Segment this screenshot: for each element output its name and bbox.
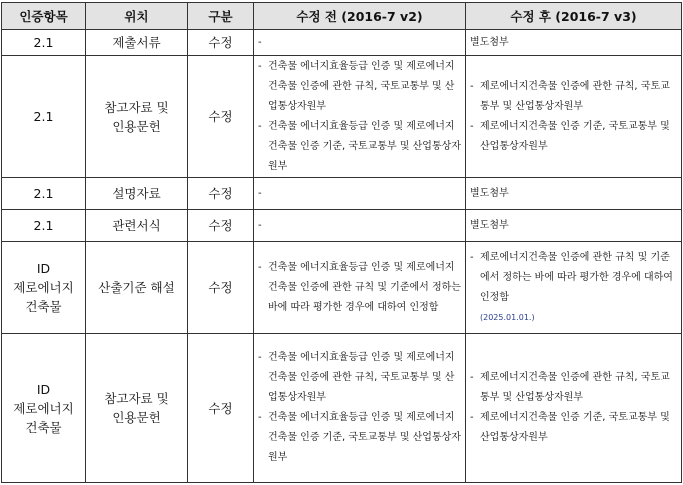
- row-item: 2.1: [2, 210, 86, 242]
- row-before: -: [254, 210, 466, 242]
- row-after: 별도첨부: [466, 178, 682, 210]
- table-row: [2, 210, 682, 242]
- row-type: 수정: [188, 210, 254, 242]
- row-before: -: [254, 178, 466, 210]
- item-line: 건축물: [25, 419, 62, 435]
- row-before: -: [254, 30, 466, 56]
- location-line: 인용문헌: [112, 118, 161, 134]
- header-type: 구분: [188, 3, 254, 30]
- row-item: [2, 334, 86, 483]
- table-row: [2, 242, 682, 334]
- row-before: [254, 56, 466, 178]
- revision-table: [1, 2, 682, 483]
- list-item: - 건축물 에너지효율등급 인증 및 제로에너지건축물 인증에 관한 규칙 및 기준에서 정하는 바에 따라 평가한 경우에 대하여 인정함: [258, 258, 461, 318]
- row-type: 수정: [188, 178, 254, 210]
- header-row: [2, 3, 682, 30]
- row-location: 관련서식: [86, 210, 188, 242]
- row-location: [86, 56, 188, 178]
- location-line: 인용문헌: [112, 410, 161, 425]
- row-after: 별도첨부: [466, 30, 682, 56]
- row-type: 수정: [188, 56, 254, 178]
- row-location: 산출기준 해설: [86, 242, 188, 334]
- row-item: 2.1: [2, 30, 86, 56]
- list-item: - 제로에너지건축물 인증 기준, 국토교통부 및 산업통상자원부: [470, 117, 677, 157]
- list-item: - 건축물 에너지효율등급 인증 및 제로에너지건축물 인증 기준, 국토교통부 및 산업통상자원부: [258, 408, 461, 468]
- row-item: 2.1: [2, 178, 86, 210]
- header-before: 수정 전 (2016-7 v2): [254, 3, 466, 30]
- header-item: 인증항목: [2, 3, 86, 30]
- item-line: ID: [36, 261, 51, 276]
- row-item: [2, 242, 86, 334]
- row-type: 수정: [188, 242, 254, 334]
- list-item: - 제로에너지건축물 인증에 관한 규칙, 국토교통부 및 산업통상자원부: [470, 368, 677, 408]
- table-row: [2, 30, 682, 56]
- list-item: - 제로에너지건축물 인증에 관한 규칙, 국토교통부 및 산업통상자원부: [470, 77, 677, 117]
- list-item: - 건축물 에너지효율등급 인증 및 제로에너지건축물 인증에 관한 규칙, 국토교통부 및 산업통상자원부: [258, 57, 461, 117]
- location-line: 참고자료 및: [104, 391, 169, 406]
- effective-date: (2025.01.01.): [480, 312, 535, 322]
- header-after: 수정 후 (2016-7 v3): [466, 3, 682, 30]
- location-line: 참고자료 및: [104, 99, 169, 115]
- row-before: [254, 334, 466, 483]
- item-line: 제로에너지: [13, 280, 74, 295]
- list-item: - 제로에너지건축물 인증 기준, 국토교통부 및 산업통상자원부: [470, 408, 677, 448]
- row-location: [86, 334, 188, 483]
- item-line: 제로에너지: [13, 400, 74, 416]
- row-after: 별도첨부: [466, 210, 682, 242]
- list-item: - 건축물 에너지효율등급 인증 및 제로에너지건축물 인증에 관한 규칙, 국토교통부 및 산업통상자원부: [258, 348, 461, 408]
- item-line: ID: [36, 381, 51, 397]
- table-row: [2, 56, 682, 178]
- row-before: [254, 242, 466, 334]
- table-row: [2, 334, 682, 483]
- row-after: [466, 334, 682, 483]
- row-type: 수정: [188, 30, 254, 56]
- list-item: - 제로에너지건축물 인증에 관한 규칙 및 기준에서 정하는 바에 따라 평가한 경우에 대하여 인정함: [470, 248, 677, 308]
- row-item: 2.1: [2, 56, 86, 178]
- row-location: 설명자료: [86, 178, 188, 210]
- list-item: - 건축물 에너지효율등급 인증 및 제로에너지건축물 인증 기준, 국토교통부 및 산업통상자원부: [258, 117, 461, 177]
- row-type: 수정: [188, 334, 254, 483]
- header-location: 위치: [86, 3, 188, 30]
- row-location: 제출서류: [86, 30, 188, 56]
- item-line: 건축물: [25, 299, 62, 314]
- row-after: [466, 56, 682, 178]
- table-row: [2, 178, 682, 210]
- row-after: [466, 242, 682, 334]
